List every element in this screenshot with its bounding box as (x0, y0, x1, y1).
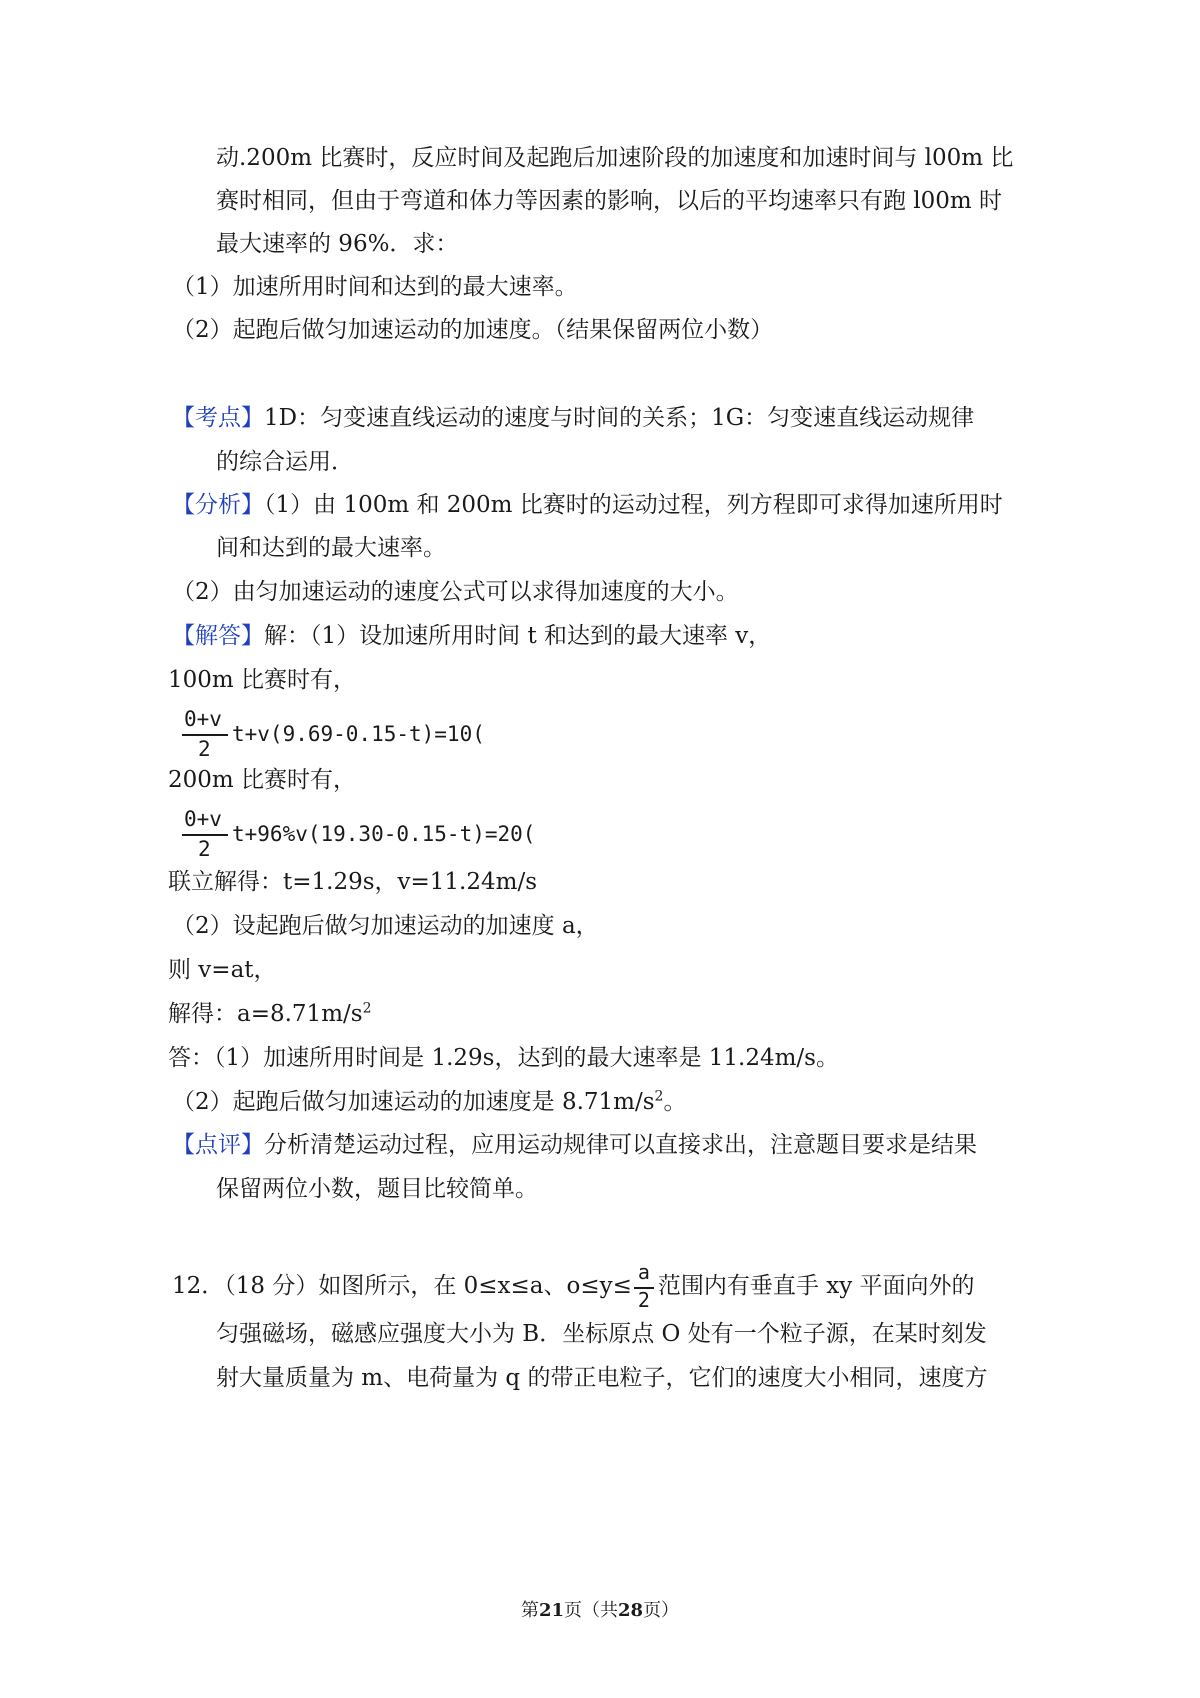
footer-mid: 页（共 (564, 1600, 618, 1621)
equation-200m (182, 808, 642, 860)
fraction-bar (182, 734, 228, 736)
footer-prefix: 第 (520, 1600, 539, 1621)
dianping-section (172, 1129, 977, 1161)
jieda-tag: 【解答】 (172, 623, 264, 649)
fenxi-section (172, 489, 1003, 521)
equation-body: t+v(9.69-0.15-t)=10( (232, 722, 485, 746)
text-line: 最大速率的 96%．求： (216, 231, 459, 257)
answer-end: 。 (663, 1089, 687, 1115)
kaodian-tag: 【考点】 (172, 405, 264, 431)
text-line: 200m 比赛时有， (168, 767, 357, 793)
page-number: 21 (538, 1600, 564, 1621)
text-line: 匀强磁场，磁感应强度大小为 B．坐标原点 O 处有一个粒子源，在某时刻发 (216, 1321, 987, 1347)
question-12-text: 12．（18 分）如图所示，在 0≤x≤a、o≤y≤ (172, 1273, 632, 1299)
text-line: 间和达到的最大速率。 (216, 535, 446, 561)
fraction-denominator: 2 (198, 737, 211, 761)
text-line (168, 998, 371, 1030)
fraction-bar (182, 834, 228, 836)
total-pages: 28 (618, 1600, 644, 1621)
dianping-tag: 【点评】 (172, 1132, 264, 1158)
fraction-denominator: 2 (198, 837, 211, 861)
text-line: （2）设起跑后做匀加速运动的加速度 a， (172, 913, 599, 939)
text-line: 答：（1）加速所用时间是 1.29s，达到的最大速率是 11.24m/s。 (168, 1045, 839, 1071)
dianping-text: 分析清楚运动过程，应用运动规律可以直接求出，注意题目要求是结果 (264, 1132, 977, 1158)
superscript: 2 (654, 1088, 664, 1105)
kaodian-section (172, 402, 974, 434)
fenxi-text: （1）由 100m 和 200m 比赛时的运动过程，列方程即可求得加速所用时 (264, 492, 1003, 518)
page-footer (0, 1596, 1200, 1622)
question-12-text-cont: 范围内有垂直手 xy 平面向外的 (657, 1273, 975, 1299)
text-line: 保留两位小数，题目比较简单。 (216, 1176, 538, 1202)
answer-text: （2）起跑后做匀加速运动的加速度是 8.71m/s (172, 1089, 655, 1115)
question-part-1: （1）加速所用时间和达到的最大速率。 (172, 274, 578, 300)
text-line (172, 1086, 686, 1118)
kaodian-text: 1D：匀变速直线运动的速度与时间的关系；1G：匀变速直线运动规律 (264, 405, 975, 431)
text-line: 的综合运用． (216, 449, 354, 475)
text-line: 则 v=at， (168, 957, 277, 983)
equation-body: t+96%v(19.30-0.15-t)=20( (232, 822, 536, 846)
text-line: （2）由匀加速运动的速度公式可以求得加速度的大小。 (172, 579, 739, 605)
superscript: 2 (362, 1000, 372, 1017)
text-line: 赛时相同，但由于弯道和体力等因素的影响，以后的平均速率只有跑 l00m 时 (216, 188, 1003, 214)
fraction-numerator: 0+v (184, 807, 222, 831)
question-part-2: （2）起跑后做匀加速运动的加速度。（结果保留两位小数） (172, 317, 774, 343)
text-line: 动.200m 比赛时，反应时间及起跑后加速阶段的加速度和加速时间与 l00m 比 (216, 145, 1014, 171)
question-12 (172, 1262, 975, 1311)
text-line: 100m 比赛时有， (168, 667, 357, 693)
footer-suffix: 页） (643, 1600, 680, 1621)
equation-100m (182, 708, 602, 760)
jieda-text: 解：（1）设加速所用时间 t 和达到的最大速率 v， (264, 623, 772, 649)
text-line: 联立解得：t=1.29s，v=11.24m/s (168, 869, 537, 895)
fraction-a-over-2 (634, 1260, 656, 1312)
fenxi-tag: 【分析】 (172, 492, 264, 518)
jieda-section (172, 620, 771, 652)
fraction-denominator: 2 (637, 1288, 650, 1312)
fraction-numerator: 0+v (184, 707, 222, 731)
text-line: 射大量质量为 m、电荷量为 q 的带正电粒子，它们的速度大小相同，速度方 (216, 1365, 988, 1391)
fraction-numerator: a (637, 1260, 650, 1284)
result-text: 解得：a=8.71m/s (168, 1001, 363, 1027)
